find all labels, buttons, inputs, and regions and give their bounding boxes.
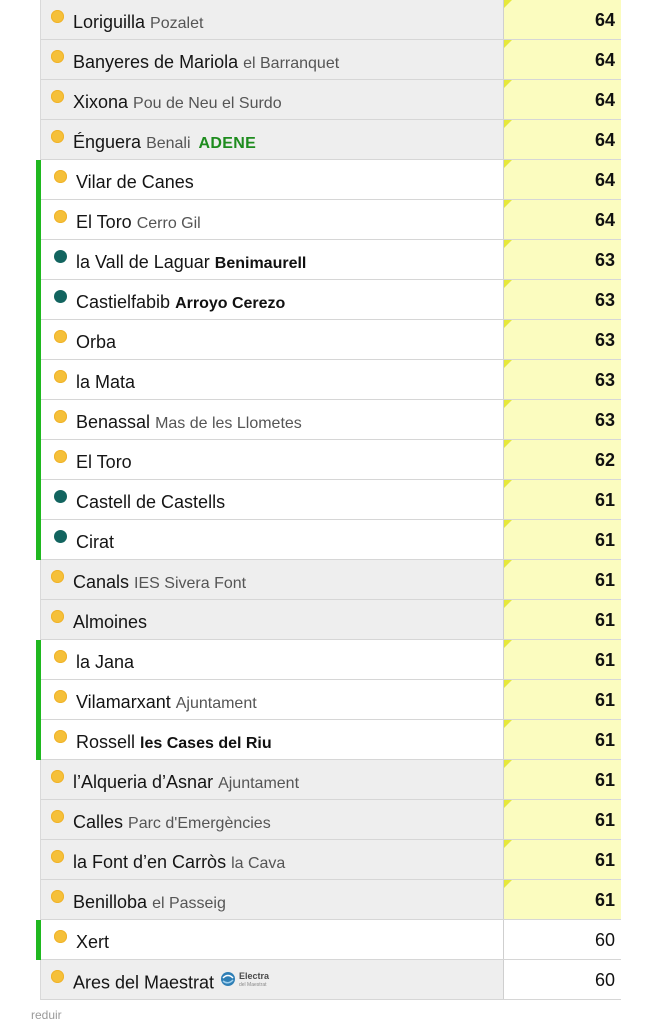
- value-text: 61: [594, 610, 615, 630]
- status-dot-icon: [51, 810, 64, 823]
- station-cell[interactable]: [41, 0, 504, 39]
- station-cell[interactable]: [41, 680, 504, 719]
- corner-flag-icon: [504, 360, 512, 368]
- station-cell[interactable]: [41, 760, 504, 799]
- status-dot-icon: [54, 210, 67, 223]
- town-name: Calles: [73, 812, 124, 832]
- value-text: 61: [594, 490, 615, 510]
- table-row[interactable]: [41, 880, 621, 920]
- station-label[interactable]: [76, 291, 285, 315]
- value-text: 62: [594, 450, 615, 470]
- status-dot-icon: [54, 170, 67, 183]
- status-dot-icon: [51, 610, 64, 623]
- town-name: Benilloba: [73, 892, 148, 912]
- town-name: Rossell: [76, 732, 136, 752]
- table-row[interactable]: [41, 80, 621, 120]
- value-cell: [504, 80, 621, 119]
- table-row[interactable]: [41, 440, 621, 480]
- station-name: el Barranquet: [243, 55, 340, 72]
- value-text: 64: [594, 90, 615, 110]
- station-label[interactable]: [76, 211, 201, 235]
- table-row[interactable]: [41, 280, 621, 320]
- table-row[interactable]: [41, 480, 621, 520]
- status-dot-icon: [51, 570, 64, 583]
- table-row[interactable]: [41, 200, 621, 240]
- status-dot-icon: [54, 730, 67, 743]
- network-badge: ADENE: [198, 135, 257, 152]
- station-cell[interactable]: [41, 80, 504, 119]
- station-name: Ajuntament: [218, 775, 300, 792]
- value-text: 64: [594, 210, 615, 230]
- table-row[interactable]: [41, 120, 621, 160]
- station-name: Pozalet: [150, 15, 204, 32]
- station-label[interactable]: [76, 411, 302, 435]
- town-name: Xixona: [73, 92, 129, 112]
- collapse-link[interactable]: reduir: [31, 1008, 62, 1022]
- town-name: Canals: [73, 572, 130, 592]
- value-text: 61: [594, 690, 615, 710]
- town-name: Cirat: [76, 532, 115, 552]
- status-dot-icon: [51, 130, 64, 143]
- status-dot-icon: [51, 850, 64, 863]
- corner-flag-icon: [504, 320, 512, 328]
- station-name: el Passeig: [152, 895, 226, 912]
- town-name: Almoines: [73, 612, 148, 632]
- value-cell: [504, 200, 621, 239]
- status-dot-icon: [51, 970, 64, 983]
- status-dot-icon: [51, 50, 64, 63]
- table-row[interactable]: [41, 40, 621, 80]
- corner-flag-icon: [504, 440, 512, 448]
- town-name: Castell de Castells: [76, 492, 226, 512]
- status-dot-icon: [51, 890, 64, 903]
- town-name: Benassal: [76, 412, 151, 432]
- station-label[interactable]: [73, 811, 271, 835]
- station-cell[interactable]: [41, 200, 504, 239]
- status-dot-icon: [51, 10, 64, 23]
- station-label[interactable]: [73, 131, 256, 155]
- station-cell[interactable]: [41, 600, 504, 639]
- value-cell: [504, 480, 621, 519]
- table-row[interactable]: [41, 600, 621, 640]
- value-text: 63: [594, 370, 615, 390]
- value-text: 61: [594, 850, 615, 870]
- value-cell: [504, 760, 621, 799]
- corner-flag-icon: [504, 640, 512, 648]
- status-dot-icon: [54, 330, 67, 343]
- station-cell[interactable]: [41, 120, 504, 159]
- town-name: Vilar de Canes: [76, 172, 194, 192]
- corner-flag-icon: [504, 880, 512, 888]
- value-text: 60: [594, 970, 615, 990]
- station-label[interactable]: [73, 51, 339, 75]
- station-name: Mas de les Llometes: [155, 415, 302, 432]
- value-cell: [504, 960, 621, 999]
- station-name: la Cava: [231, 855, 286, 872]
- status-dot-icon: [51, 770, 64, 783]
- table-row[interactable]: [41, 760, 621, 800]
- table-row[interactable]: [41, 800, 621, 840]
- station-name: Cerro Gil: [136, 215, 201, 232]
- station-cell[interactable]: [41, 240, 504, 279]
- value-cell: [504, 520, 621, 559]
- station-cell[interactable]: [41, 320, 504, 359]
- table-row[interactable]: [41, 160, 621, 200]
- station-label[interactable]: [73, 851, 285, 875]
- table-row[interactable]: [41, 840, 621, 880]
- station-cell[interactable]: [41, 720, 504, 759]
- corner-flag-icon: [504, 680, 512, 688]
- table-row[interactable]: [41, 0, 621, 40]
- station-label[interactable]: [76, 931, 109, 953]
- value-text: 63: [594, 410, 615, 430]
- station-name: Pou de Neu el Surdo: [133, 95, 282, 112]
- value-text: 64: [594, 50, 615, 70]
- status-dot-icon: [54, 250, 67, 263]
- svg-text:Electra: Electra: [239, 971, 270, 981]
- ranking-table: [40, 0, 621, 1000]
- value-text: 60: [594, 930, 615, 950]
- status-dot-icon: [54, 450, 67, 463]
- value-cell: [504, 880, 621, 919]
- table-row[interactable]: [41, 960, 621, 1000]
- value-text: 61: [594, 570, 615, 590]
- corner-flag-icon: [504, 160, 512, 168]
- value-text: 64: [594, 130, 615, 150]
- station-cell[interactable]: [41, 40, 504, 79]
- station-cell[interactable]: [41, 280, 504, 319]
- station-label[interactable]: [73, 771, 299, 795]
- value-cell: [504, 160, 621, 199]
- corner-flag-icon: [504, 400, 512, 408]
- value-text: 64: [594, 10, 615, 30]
- station-name: Arroyo Cerezo: [175, 295, 286, 312]
- corner-flag-icon: [504, 600, 512, 608]
- station-cell[interactable]: [41, 440, 504, 479]
- status-dot-icon: [54, 930, 67, 943]
- station-label[interactable]: [73, 971, 282, 996]
- table-row[interactable]: [41, 560, 621, 600]
- station-label[interactable]: [76, 171, 194, 193]
- station-cell[interactable]: [41, 160, 504, 199]
- station-cell[interactable]: [41, 800, 504, 839]
- town-name: la Mata: [76, 372, 136, 392]
- station-name: Benali: [146, 135, 191, 152]
- station-cell[interactable]: [41, 360, 504, 399]
- table-row[interactable]: [41, 680, 621, 720]
- status-dot-icon: [54, 290, 67, 303]
- value-text: 61: [594, 730, 615, 750]
- town-name: Orba: [76, 332, 117, 352]
- station-label[interactable]: [76, 371, 135, 393]
- station-label[interactable]: [73, 11, 203, 35]
- station-label[interactable]: [73, 571, 246, 595]
- corner-flag-icon: [504, 560, 512, 568]
- value-cell: [504, 840, 621, 879]
- station-cell[interactable]: [41, 480, 504, 519]
- status-dot-icon: [54, 530, 67, 543]
- corner-flag-icon: [504, 760, 512, 768]
- value-text: 61: [594, 770, 615, 790]
- town-name: Énguera: [73, 132, 142, 152]
- svg-text:del Maestrat: del Maestrat: [239, 982, 267, 988]
- station-name: Benimaurell: [214, 255, 307, 272]
- value-cell: [504, 720, 621, 759]
- station-name: Ajuntament: [175, 695, 257, 712]
- status-dot-icon: [54, 410, 67, 423]
- value-cell: [504, 440, 621, 479]
- station-label[interactable]: [76, 451, 132, 473]
- station-cell[interactable]: [41, 880, 504, 919]
- station-label[interactable]: [76, 731, 272, 755]
- value-cell: [504, 920, 621, 959]
- table-row[interactable]: [41, 720, 621, 760]
- town-name: Vilamarxant: [76, 692, 171, 712]
- station-label[interactable]: [76, 531, 114, 553]
- town-name: la Vall de Laguar: [76, 252, 210, 272]
- corner-flag-icon: [504, 120, 512, 128]
- corner-flag-icon: [504, 40, 512, 48]
- corner-flag-icon: [504, 840, 512, 848]
- value-text: 61: [594, 810, 615, 830]
- station-cell[interactable]: [41, 840, 504, 879]
- town-name: Ares del Maestrat: [73, 972, 215, 993]
- value-cell: [504, 240, 621, 279]
- corner-flag-icon: [504, 200, 512, 208]
- corner-flag-icon: [504, 240, 512, 248]
- station-label[interactable]: [76, 651, 134, 673]
- station-cell[interactable]: [41, 560, 504, 599]
- table-row[interactable]: [41, 360, 621, 400]
- town-name: la Jana: [76, 652, 135, 672]
- status-dot-icon: [54, 690, 67, 703]
- station-label[interactable]: [73, 611, 147, 633]
- station-cell[interactable]: [41, 520, 504, 559]
- value-cell: [504, 560, 621, 599]
- value-cell: [504, 400, 621, 439]
- value-cell: [504, 0, 621, 39]
- corner-flag-icon: [504, 280, 512, 288]
- station-cell[interactable]: [41, 960, 504, 999]
- town-name: Xert: [76, 932, 110, 952]
- town-name: Loriguilla: [73, 12, 146, 32]
- station-label[interactable]: [73, 891, 226, 915]
- town-name: El Toro: [76, 212, 132, 232]
- status-dot-icon: [54, 650, 67, 663]
- station-label[interactable]: [76, 251, 306, 275]
- value-cell: [504, 600, 621, 639]
- station-cell[interactable]: [41, 920, 504, 959]
- corner-flag-icon: [504, 520, 512, 528]
- value-text: 63: [594, 250, 615, 270]
- value-cell: [504, 120, 621, 159]
- station-name: Parc d'Emergències: [128, 815, 271, 832]
- value-text: 61: [594, 650, 615, 670]
- value-cell: [504, 40, 621, 79]
- value-text: 63: [594, 290, 615, 310]
- value-cell: [504, 360, 621, 399]
- status-dot-icon: [51, 90, 64, 103]
- table-row[interactable]: [41, 320, 621, 360]
- station-name: les Cases del Riu: [140, 735, 272, 752]
- status-dot-icon: [54, 370, 67, 383]
- table-row[interactable]: [41, 640, 621, 680]
- sponsor-logo-icon: [220, 969, 282, 994]
- status-dot-icon: [54, 490, 67, 503]
- value-text: 61: [594, 890, 615, 910]
- table-row[interactable]: [41, 520, 621, 560]
- corner-flag-icon: [504, 720, 512, 728]
- station-cell[interactable]: [41, 400, 504, 439]
- town-name: Castielfabib: [76, 292, 171, 312]
- station-cell[interactable]: [41, 640, 504, 679]
- value-cell: [504, 280, 621, 319]
- station-label[interactable]: [73, 91, 282, 115]
- town-name: la Font d’en Carròs: [73, 852, 227, 872]
- value-text: 64: [594, 170, 615, 190]
- town-name: El Toro: [76, 452, 132, 472]
- station-label[interactable]: [76, 691, 257, 715]
- station-name: IES Sivera Font: [134, 575, 247, 592]
- table-row[interactable]: [41, 400, 621, 440]
- value-cell: [504, 640, 621, 679]
- station-label[interactable]: [76, 491, 225, 513]
- value-cell: [504, 800, 621, 839]
- town-name: l’Alqueria d’Asnar: [73, 772, 214, 792]
- corner-flag-icon: [504, 800, 512, 808]
- corner-flag-icon: [504, 480, 512, 488]
- value-cell: [504, 680, 621, 719]
- corner-flag-icon: [504, 80, 512, 88]
- value-cell: [504, 320, 621, 359]
- town-name: Banyeres de Mariola: [73, 52, 239, 72]
- station-label[interactable]: [76, 331, 116, 353]
- table-row[interactable]: [41, 240, 621, 280]
- corner-flag-icon: [504, 0, 512, 8]
- value-text: 63: [594, 330, 615, 350]
- table-row[interactable]: [41, 920, 621, 960]
- value-text: 61: [594, 530, 615, 550]
